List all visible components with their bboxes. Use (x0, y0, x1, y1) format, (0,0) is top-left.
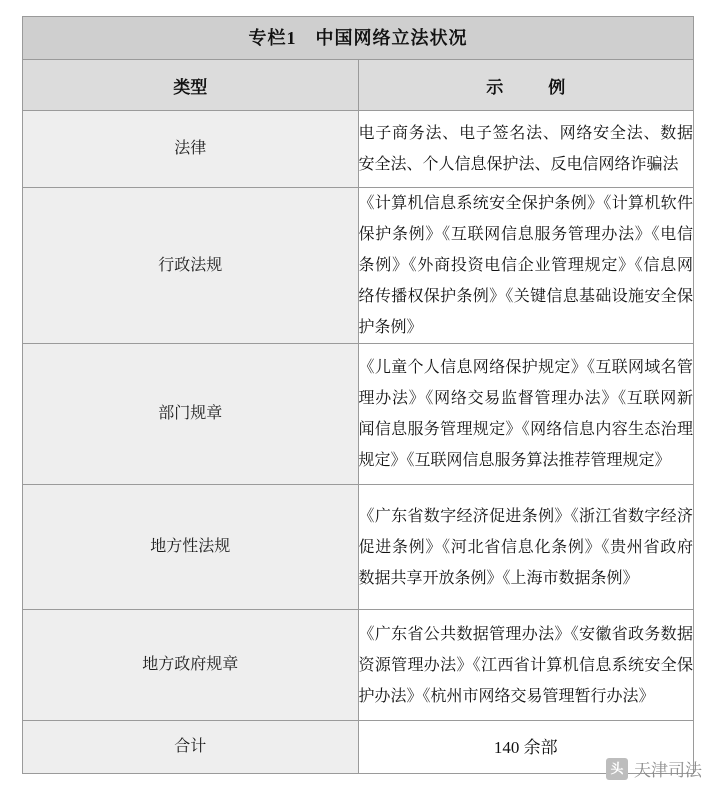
row-type-administrative-regulations: 行政法规 (23, 188, 359, 344)
row-type-departmental-rules: 部门规章 (23, 344, 359, 485)
table-title: 专栏1 中国网络立法状况 (248, 28, 468, 48)
row-type-law: 法律 (23, 111, 359, 188)
row-type-local-regulations: 地方性法规 (23, 485, 359, 610)
table-title-cell (23, 17, 694, 60)
table-row (23, 188, 694, 344)
watermark-label: 天津司法 (634, 761, 702, 780)
row-type-local-government-rules: 地方政府规章 (23, 610, 359, 721)
table-row (23, 721, 694, 774)
table-title-row (23, 17, 694, 60)
row-example-departmental-rules: 《儿童个人信息网络保护规定》《互联网域名管理办法》《网络交易监督管理办法》《互联网新闻信息服务管理规定》《网络信息内容生态治理规定》《互联网信息服务算法推荐管理规定》 (358, 344, 694, 485)
toutiao-logo-icon: 头条 (606, 758, 628, 780)
table-row (23, 485, 694, 610)
column-header-example-label: 示 例 (486, 77, 580, 97)
table-row (23, 111, 694, 188)
column-header-type: 类型 (23, 60, 359, 111)
row-example-local-government-rules: 《广东省公共数据管理办法》《安徽省政务数据资源管理办法》《江西省计算机信息系统安全保护办法》《杭州市网络交易管理暂行办法》 (358, 610, 694, 721)
row-example-administrative-regulations: 《计算机信息系统安全保护条例》《计算机软件保护条例》《互联网信息服务管理办法》《电信条例》《外商投资电信企业管理规定》《信息网络传播权保护条例》《关键信息基础设施安全保护条例》 (358, 188, 694, 344)
column-header-example (358, 60, 694, 111)
watermark (606, 756, 702, 798)
row-example-law: 电子商务法、电子签名法、网络安全法、数据安全法、个人信息保护法、反电信网络诈骗法 (358, 111, 694, 188)
row-example-total: 140 余部 (358, 721, 694, 774)
table-row (23, 610, 694, 721)
table-header-row (23, 60, 694, 111)
row-type-total: 合计 (23, 721, 359, 774)
legislation-table (22, 16, 694, 774)
table-row (23, 344, 694, 485)
row-example-local-regulations: 《广东省数字经济促进条例》《浙江省数字经济促进条例》《河北省信息化条例》《贵州省政府数据共享开放条例》《上海市数据条例》 (358, 485, 694, 610)
